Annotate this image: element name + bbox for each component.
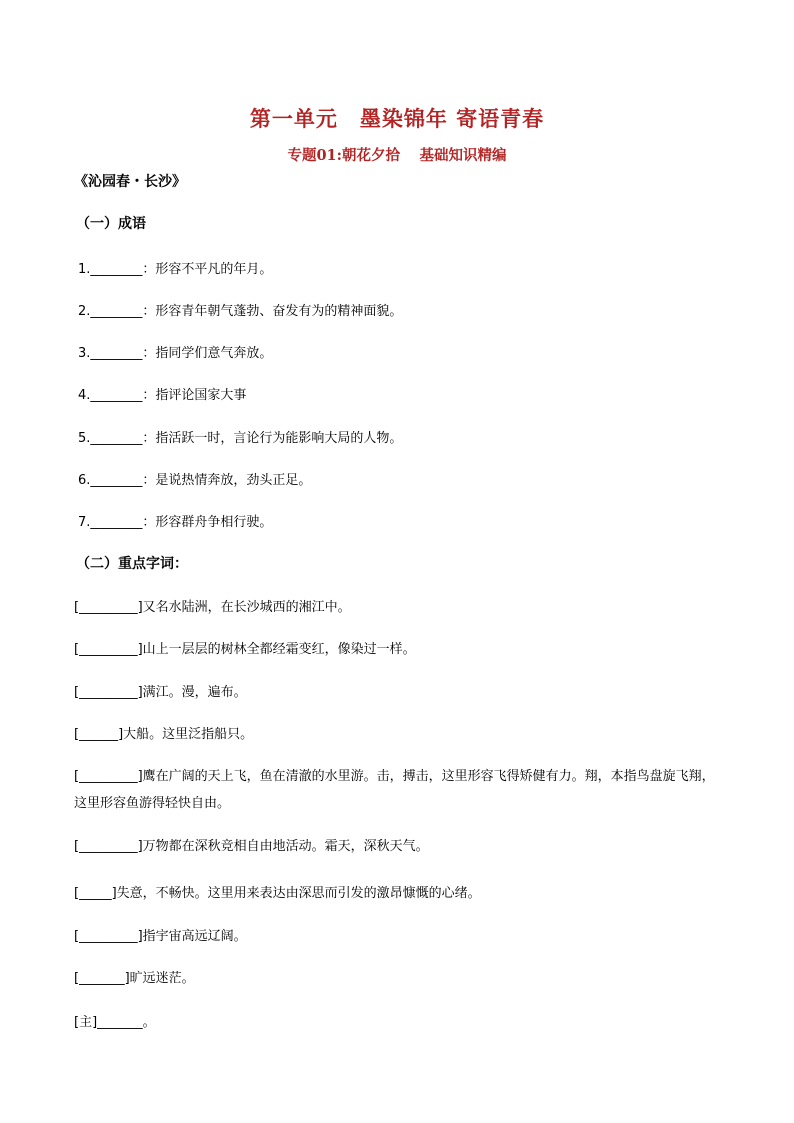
vocab-item-7: [_____]失意，不畅快。这里用来表达由深思而引发的激昂慷慨的心绪。 [74,886,481,901]
poem-title: 《沁园春・长沙》 [74,174,186,190]
idiom-item-6: 6.________：是说热情奔放，劲头正足。 [78,473,312,488]
vocab-item-4: [______]大船。这里泛指船只。 [74,727,254,742]
vocab-item-8: [_________]指宇宙高远辽阔。 [74,929,247,944]
section-heading-idioms: （一）成语 [76,216,146,232]
vocab-item-9: [_______]旷远迷茫。 [74,971,195,986]
idiom-item-4: 4.________：指评论国家大事 [78,388,247,403]
idiom-item-1: 1.________：形容不平凡的年月。 [78,262,273,277]
idiom-item-2: 2.________：形容青年朝气蓬勃、奋发有为的精神面貌。 [78,304,403,319]
vocab-item-10: [主]_______。 [74,1015,156,1030]
vocab-item-2: [_________]山上一层层的树林全都经霜变红，像染过一样。 [74,642,416,657]
page-subtitle: 专题01:朝花夕拾 基础知识精编 [287,147,507,164]
section-heading-vocab: （二）重点字词： [76,556,188,572]
idiom-item-3: 3.________：指同学们意气奔放。 [78,346,273,361]
idiom-item-7: 7.________：形容群舟争相行驶。 [78,515,273,530]
vocab-item-6: [_________]万物都在深秋竞相自由地活动。霜天，深秋天气。 [74,839,429,854]
idiom-item-5: 5.________：指活跃一时，言论行为能影响大局的人物。 [78,431,403,446]
vocab-item-5: [_________]鹰在广阔的天上飞，鱼在清澈的水里游。击，搏击，这里形容飞得矫健有力。翔，本指鸟盘旋飞翔，这里形容鱼游得轻快自由。 [74,769,715,811]
vocab-item-1: [_________]又名水陆洲，在长沙城西的湘江中。 [74,600,351,615]
page-title: 第一单元 墨染锦年 寄语青春 [249,106,545,131]
vocab-item-3: [_________]满江。漫，遍布。 [74,685,247,700]
